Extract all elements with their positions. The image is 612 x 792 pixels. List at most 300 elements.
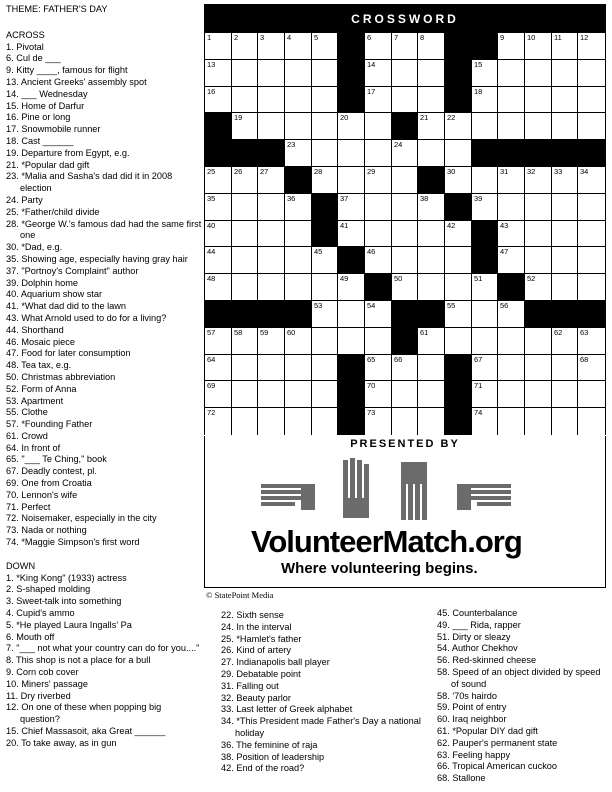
clue-item: 65. "___ Te Ching," book xyxy=(6,454,107,465)
grid-cell[interactable] xyxy=(312,87,338,113)
clue-item: 25. *Hamlet's father xyxy=(221,633,302,644)
black-square xyxy=(392,328,418,355)
clue-number: 24 xyxy=(394,140,403,149)
clue-number: 38 xyxy=(420,194,429,203)
grid-cell[interactable] xyxy=(525,33,552,60)
clue-item: 24. In the interval xyxy=(221,621,292,632)
clue-number: 13 xyxy=(207,60,216,69)
grid-cell[interactable] xyxy=(552,113,578,140)
clue-item: 24. Party xyxy=(6,194,43,205)
grid-cell[interactable] xyxy=(578,221,605,247)
clue-number: 36 xyxy=(287,194,296,203)
grid-cell[interactable] xyxy=(552,408,578,435)
grid-cell[interactable] xyxy=(258,194,285,221)
grid-cell[interactable] xyxy=(445,328,472,355)
black-square xyxy=(258,140,285,167)
grid-cell[interactable] xyxy=(445,113,472,140)
grid-cell[interactable] xyxy=(498,167,525,194)
clue-item: 66. Tropical American cuckoo xyxy=(437,761,558,772)
clue-item: 58. '70s hairdo xyxy=(437,690,497,701)
grid-cell[interactable] xyxy=(312,247,338,274)
crossword-grid xyxy=(205,33,605,435)
grid-cell[interactable] xyxy=(418,87,445,113)
clue-item: 9. Corn cob cover xyxy=(6,667,79,678)
black-square xyxy=(338,60,365,87)
clue-number: 23 xyxy=(287,140,296,149)
black-square xyxy=(445,408,472,435)
black-square xyxy=(445,60,472,87)
grid-cell[interactable] xyxy=(578,328,605,355)
grid-cell[interactable] xyxy=(285,194,312,221)
grid-cell[interactable] xyxy=(445,274,472,301)
clue-item: 71. Perfect xyxy=(6,501,51,512)
grid-cell[interactable] xyxy=(525,167,552,194)
grid-cell[interactable] xyxy=(418,60,445,87)
grid-cell[interactable] xyxy=(365,247,392,274)
clue-item: 22. Sixth sense xyxy=(221,610,284,620)
grid-cell[interactable] xyxy=(338,113,365,140)
grid-cell[interactable] xyxy=(552,87,578,113)
grid-cell[interactable] xyxy=(552,355,578,381)
grid-cell[interactable] xyxy=(392,33,418,60)
grid-cell[interactable] xyxy=(285,355,312,381)
clue-number: 8 xyxy=(420,33,425,42)
clue-number: 53 xyxy=(314,301,323,310)
grid-cell[interactable] xyxy=(205,221,232,247)
grid-cell[interactable] xyxy=(312,140,338,167)
grid-cell[interactable] xyxy=(418,194,445,221)
grid-cell[interactable] xyxy=(232,221,258,247)
grid-cell[interactable] xyxy=(578,355,605,381)
grid-cell[interactable] xyxy=(498,87,525,113)
grid-cell[interactable] xyxy=(338,140,365,167)
clue-number: 30 xyxy=(447,167,456,176)
grid-cell[interactable] xyxy=(578,408,605,435)
grid-cell[interactable] xyxy=(365,113,392,140)
grid-cell[interactable] xyxy=(472,113,498,140)
grid-cell[interactable] xyxy=(525,355,552,381)
grid-cell[interactable] xyxy=(472,355,498,381)
grid-cell[interactable] xyxy=(232,33,258,60)
grid-cell[interactable] xyxy=(498,301,525,328)
clue-number: 52 xyxy=(527,274,536,283)
clue-item: 58. Speed of an object divided by speed of sound xyxy=(437,666,601,689)
grid-cell[interactable] xyxy=(258,60,285,87)
black-square xyxy=(472,33,498,60)
grid-cell[interactable] xyxy=(232,274,258,301)
clue-item: 52. Form of Anna xyxy=(6,383,77,394)
clue-number: 32 xyxy=(527,167,536,176)
grid-cell[interactable] xyxy=(258,167,285,194)
clue-number: 40 xyxy=(207,221,216,230)
clue-number: 14 xyxy=(367,60,376,69)
grid-cell[interactable] xyxy=(285,113,312,140)
volunteermatch-wordmark xyxy=(251,524,522,560)
grid-cell[interactable] xyxy=(365,167,392,194)
clue-number: 25 xyxy=(207,167,216,176)
grid-cell[interactable] xyxy=(552,221,578,247)
grid-cell[interactable] xyxy=(312,381,338,408)
clue-number: 72 xyxy=(207,408,216,417)
clue-number: 34 xyxy=(580,167,589,176)
clue-number: 10 xyxy=(527,33,536,42)
clue-item: 15. Chief Massasoit, aka Great ______ xyxy=(6,726,166,737)
grid-cell[interactable] xyxy=(285,247,312,274)
grid-cell[interactable] xyxy=(552,274,578,301)
grid-cell[interactable] xyxy=(205,328,232,355)
grid-cell[interactable] xyxy=(445,301,472,328)
grid-cell[interactable] xyxy=(258,381,285,408)
clue-item: 46. Mosaic piece xyxy=(6,336,75,347)
grid-cell[interactable] xyxy=(338,274,365,301)
grid-cell[interactable] xyxy=(418,113,445,140)
grid-cell[interactable] xyxy=(525,87,552,113)
clue-number: 46 xyxy=(367,247,376,256)
clue-number: 70 xyxy=(367,381,376,390)
grid-cell[interactable] xyxy=(472,60,498,87)
clue-item: 48. Tea tax, e.g. xyxy=(6,360,72,371)
grid-cell[interactable] xyxy=(578,274,605,301)
grid-cell[interactable] xyxy=(525,328,552,355)
grid-cell[interactable] xyxy=(578,247,605,274)
grid-cell[interactable] xyxy=(258,33,285,60)
black-square xyxy=(338,33,365,60)
grid-cell[interactable] xyxy=(365,194,392,221)
black-square xyxy=(578,301,605,328)
grid-cell[interactable] xyxy=(338,221,365,247)
clue-item: 63. Feeling happy xyxy=(437,749,511,760)
crossword-puzzle xyxy=(204,4,606,435)
grid-cell[interactable] xyxy=(392,247,418,274)
theme-title: THEME: FATHER'S DAY xyxy=(6,4,108,14)
clue-number: 12 xyxy=(580,33,589,42)
grid-cell[interactable] xyxy=(392,194,418,221)
grid-cell[interactable] xyxy=(472,167,498,194)
clue-item: 2. S-shaped molding xyxy=(6,584,91,595)
grid-cell[interactable] xyxy=(578,194,605,221)
grid-cell[interactable] xyxy=(498,381,525,408)
grid-cell[interactable] xyxy=(338,194,365,221)
grid-cell[interactable] xyxy=(365,381,392,408)
grid-cell[interactable] xyxy=(285,408,312,435)
clue-number: 63 xyxy=(580,328,589,337)
grid-cell[interactable] xyxy=(498,221,525,247)
grid-cell[interactable] xyxy=(498,247,525,274)
grid-cell[interactable] xyxy=(498,408,525,435)
grid-cell[interactable] xyxy=(418,140,445,167)
grid-cell[interactable] xyxy=(525,274,552,301)
grid-cell[interactable] xyxy=(392,355,418,381)
black-square xyxy=(258,301,285,328)
grid-cell[interactable] xyxy=(312,328,338,355)
clue-number: 51 xyxy=(474,274,483,283)
grid-cell[interactable] xyxy=(232,113,258,140)
clue-number: 41 xyxy=(340,221,349,230)
grid-cell[interactable] xyxy=(392,408,418,435)
clue-item: 14. ___ Wednesday xyxy=(6,88,88,99)
grid-cell[interactable] xyxy=(578,87,605,113)
clue-number: 29 xyxy=(367,167,376,176)
clue-item: 74. *Maggie Simpson's first word xyxy=(6,537,140,548)
grid-cell[interactable] xyxy=(525,60,552,87)
grid-cell[interactable] xyxy=(418,33,445,60)
grid-cell[interactable] xyxy=(472,194,498,221)
grid-cell[interactable] xyxy=(232,194,258,221)
grid-cell[interactable] xyxy=(365,33,392,60)
grid-cell[interactable] xyxy=(312,408,338,435)
clue-item: 42. End of the road? xyxy=(221,763,305,774)
grid-cell[interactable] xyxy=(285,274,312,301)
clue-item: 25. *Father/child divide xyxy=(6,206,100,217)
black-square xyxy=(445,194,472,221)
grid-cell[interactable] xyxy=(578,33,605,60)
grid-cell[interactable] xyxy=(232,381,258,408)
grid-cell[interactable] xyxy=(338,328,365,355)
black-square xyxy=(338,87,365,113)
clue-number: 17 xyxy=(367,87,376,96)
clue-item: 23. *Malia and Sasha's dad did it in 2008 election xyxy=(6,171,173,194)
clue-number: 35 xyxy=(207,194,216,203)
clue-number: 74 xyxy=(474,408,483,417)
grid-cell[interactable] xyxy=(205,408,232,435)
black-square xyxy=(525,301,552,328)
hands-logo-icon xyxy=(261,458,551,522)
grid-cell[interactable] xyxy=(392,221,418,247)
grid-cell[interactable] xyxy=(578,167,605,194)
grid-cell[interactable] xyxy=(312,113,338,140)
grid-cell[interactable] xyxy=(285,33,312,60)
clue-item: 6. Mouth off xyxy=(6,631,55,642)
grid-cell[interactable] xyxy=(232,355,258,381)
clue-item: 19. Departure from Egypt, e.g. xyxy=(6,147,130,158)
clue-number: 62 xyxy=(554,328,563,337)
grid-cell[interactable] xyxy=(232,247,258,274)
grid-cell[interactable] xyxy=(365,87,392,113)
grid-cell[interactable] xyxy=(445,247,472,274)
clue-number: 57 xyxy=(207,328,216,337)
grid-cell[interactable] xyxy=(472,328,498,355)
grid-cell[interactable] xyxy=(498,33,525,60)
clue-item: 49. ___ Rida, rapper xyxy=(437,619,521,630)
grid-cell[interactable] xyxy=(258,87,285,113)
grid-cell[interactable] xyxy=(472,87,498,113)
clue-item: 60. Iraq neighbor xyxy=(437,714,507,725)
grid-cell[interactable] xyxy=(392,60,418,87)
grid-cell[interactable] xyxy=(498,194,525,221)
grid-cell[interactable] xyxy=(365,221,392,247)
grid-cell[interactable] xyxy=(205,33,232,60)
clue-item: 33. Last letter of Greek alphabet xyxy=(221,704,353,715)
grid-cell[interactable] xyxy=(525,221,552,247)
grid-cell[interactable] xyxy=(258,247,285,274)
grid-cell[interactable] xyxy=(205,60,232,87)
grid-cell[interactable] xyxy=(232,167,258,194)
grid-cell[interactable] xyxy=(525,113,552,140)
grid-cell[interactable] xyxy=(418,274,445,301)
grid-cell[interactable] xyxy=(232,328,258,355)
clue-item: 59. Point of entry xyxy=(437,702,507,713)
grid-cell[interactable] xyxy=(205,87,232,113)
clue-number: 19 xyxy=(234,113,243,122)
clue-number: 4 xyxy=(287,33,292,42)
grid-cell[interactable] xyxy=(472,408,498,435)
grid-cell[interactable] xyxy=(498,60,525,87)
grid-cell[interactable] xyxy=(365,301,392,328)
grid-cell[interactable] xyxy=(285,328,312,355)
grid-cell[interactable] xyxy=(232,87,258,113)
black-square xyxy=(365,274,392,301)
clue-item: 26. Kind of artery xyxy=(221,645,291,656)
grid-cell[interactable] xyxy=(418,328,445,355)
across-clue-list xyxy=(6,42,202,549)
grid-cell[interactable] xyxy=(258,113,285,140)
grid-cell[interactable] xyxy=(418,355,445,381)
grid-cell[interactable] xyxy=(418,408,445,435)
clue-item: 61. Crowd xyxy=(6,430,48,441)
grid-cell[interactable] xyxy=(258,221,285,247)
grid-cell[interactable] xyxy=(312,355,338,381)
grid-cell[interactable] xyxy=(392,381,418,408)
grid-cell[interactable] xyxy=(472,274,498,301)
grid-cell[interactable] xyxy=(338,167,365,194)
clue-number: 21 xyxy=(420,113,429,122)
grid-cell[interactable] xyxy=(365,328,392,355)
grid-cell[interactable] xyxy=(285,87,312,113)
black-square xyxy=(498,274,525,301)
clue-item: 21. *Popular dad gift xyxy=(6,159,90,170)
grid-cell[interactable] xyxy=(418,247,445,274)
grid-cell[interactable] xyxy=(312,33,338,60)
grid-cell[interactable] xyxy=(578,381,605,408)
grid-cell[interactable] xyxy=(392,274,418,301)
clue-item: 1. *King Kong" (1933) actress xyxy=(6,572,127,583)
grid-cell[interactable] xyxy=(472,301,498,328)
clue-item: 53. Apartment xyxy=(6,395,64,406)
clue-item: 45. Counterbalance xyxy=(437,608,518,618)
clue-item: 61. *Popular DIY dad gift xyxy=(437,725,538,736)
grid-cell[interactable] xyxy=(312,167,338,194)
grid-cell[interactable] xyxy=(578,60,605,87)
grid-cell[interactable] xyxy=(365,408,392,435)
clue-item: 6. Cul de ___ xyxy=(6,53,61,64)
grid-cell[interactable] xyxy=(258,355,285,381)
clue-number: 3 xyxy=(260,33,265,42)
grid-cell[interactable] xyxy=(552,247,578,274)
clue-item: 69. One from Croatia xyxy=(6,478,92,489)
black-square xyxy=(445,33,472,60)
clue-item: 9. Kitty ____, famous for flight xyxy=(6,65,128,76)
grid-cell[interactable] xyxy=(365,140,392,167)
black-square xyxy=(338,355,365,381)
black-square xyxy=(312,194,338,221)
grid-cell[interactable] xyxy=(552,381,578,408)
grid-cell[interactable] xyxy=(285,381,312,408)
clue-item: 43. What Arnold used to do for a living? xyxy=(6,312,167,323)
black-square xyxy=(232,301,258,328)
grid-cell[interactable] xyxy=(525,381,552,408)
grid-cell[interactable] xyxy=(525,408,552,435)
clue-number: 47 xyxy=(500,247,509,256)
grid-cell[interactable] xyxy=(498,328,525,355)
grid-cell[interactable] xyxy=(258,408,285,435)
grid-cell[interactable] xyxy=(205,355,232,381)
clue-item: 4. Cupid's ammo xyxy=(6,608,75,619)
grid-cell[interactable] xyxy=(392,140,418,167)
grid-cell[interactable] xyxy=(232,60,258,87)
grid-cell[interactable] xyxy=(365,355,392,381)
grid-cell[interactable] xyxy=(392,167,418,194)
black-square xyxy=(392,301,418,328)
grid-cell[interactable] xyxy=(392,87,418,113)
copyright-notice: © StatePoint Media xyxy=(206,590,274,600)
grid-cell[interactable] xyxy=(498,355,525,381)
clue-item: 36. The feminine of raja xyxy=(221,739,318,750)
grid-cell[interactable] xyxy=(552,33,578,60)
grid-cell[interactable] xyxy=(365,60,392,87)
grid-cell[interactable] xyxy=(258,274,285,301)
grid-cell[interactable] xyxy=(525,247,552,274)
grid-cell[interactable] xyxy=(445,140,472,167)
black-square xyxy=(338,381,365,408)
grid-cell[interactable] xyxy=(312,301,338,328)
grid-cell[interactable] xyxy=(445,221,472,247)
grid-cell[interactable] xyxy=(552,194,578,221)
grid-cell[interactable] xyxy=(285,60,312,87)
down-clue-list-2 xyxy=(221,610,427,775)
clue-item: 10. Miners' passage xyxy=(6,678,88,689)
grid-cell[interactable] xyxy=(498,113,525,140)
black-square xyxy=(205,140,232,167)
clue-item: 47. Food for later consumption xyxy=(6,348,131,359)
grid-cell[interactable] xyxy=(205,167,232,194)
clue-item: 44. Shorthand xyxy=(6,324,64,335)
grid-cell[interactable] xyxy=(578,113,605,140)
grid-cell[interactable] xyxy=(205,194,232,221)
black-square xyxy=(498,140,525,167)
grid-cell[interactable] xyxy=(205,247,232,274)
clue-number: 39 xyxy=(474,194,483,203)
grid-cell[interactable] xyxy=(205,274,232,301)
clue-number: 69 xyxy=(207,381,216,390)
clue-item: 38. Position of leadership xyxy=(221,751,325,762)
clue-item: 41. *What dad did to the lawn xyxy=(6,301,127,312)
grid-cell[interactable] xyxy=(418,381,445,408)
grid-cell[interactable] xyxy=(418,221,445,247)
grid-cell[interactable] xyxy=(285,221,312,247)
grid-cell[interactable] xyxy=(285,140,312,167)
grid-cell[interactable] xyxy=(445,167,472,194)
grid-cell[interactable] xyxy=(258,328,285,355)
grid-cell[interactable] xyxy=(312,60,338,87)
grid-cell[interactable] xyxy=(525,194,552,221)
grid-cell[interactable] xyxy=(552,328,578,355)
clue-number: 66 xyxy=(394,355,403,364)
grid-cell[interactable] xyxy=(232,408,258,435)
clue-item: 11. Dry riverbed xyxy=(6,690,71,701)
clue-number: 26 xyxy=(234,167,243,176)
grid-cell[interactable] xyxy=(472,381,498,408)
grid-cell[interactable] xyxy=(338,301,365,328)
clue-number: 1 xyxy=(207,33,212,42)
clue-item: 34. *This President made Father's Day a national holiday xyxy=(221,716,421,738)
clue-number: 44 xyxy=(207,247,216,256)
black-square xyxy=(338,247,365,274)
grid-cell[interactable] xyxy=(552,167,578,194)
clue-item: 57. *Founding Father xyxy=(6,419,93,430)
grid-cell[interactable] xyxy=(312,274,338,301)
grid-cell[interactable] xyxy=(552,60,578,87)
grid-cell[interactable] xyxy=(205,381,232,408)
